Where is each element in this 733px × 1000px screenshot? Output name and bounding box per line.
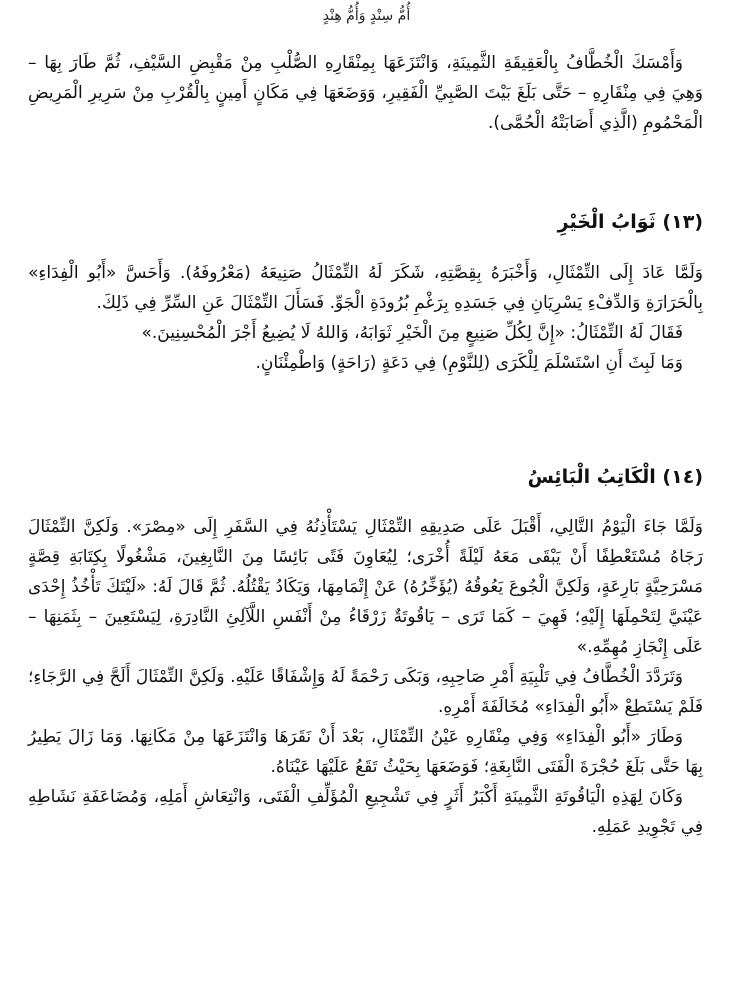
paragraph: وَكَانَ لِهَذِهِ الْيَاقُوتَةِ الثَّمِينَةِ أَكْبَرُ أَثَرٍ فِي تَشْجِيعِ الْمُؤَلِّفِ الْفَتَى، وَانْتِعَاشِ أَمَلِهِ، وَمُضَاعَفَةِ نَشَاطِهِ فِي تَجْوِيدِ عَمَلِهِ. [28, 787, 703, 837]
paragraph: وَلَمَّا جَاءَ الْيَوْمُ التَّالِي، أَقْبَلَ عَلَى صَدِيقِهِ التِّمْثَالِ يَسْتَأْذِنُهُ فِي السَّفَرِ إِلَى «مِصْرَ». وَلَكِنَّ التِّمْثَالَ رَجَاهُ مُسْتَعْطِفًا أَنْ يَبْقَى مَعَهُ لَيْلَةً أُخْرَى؛ لِيُعَاوِنَ فَتًى بَائِسًا مِنَ النَّابِغِينَ، مَشْغُولًا بِكِتَابَةِ قِصَّةٍ مَسْرَحِيَّةٍ بَارِعَةٍ، وَلَكِنَّ الْجُوعَ يَعُوقُهُ (يُؤَخِّرُهُ) عَنْ إِتْمَامِهَا، وَيَكَادُ يَقْتُلُهُ. ثُمَّ قَالَ لَهُ: «لَيْتَكَ تَأْخُذُ إِحْدَى عَيْنَيَّ لِتَحْمِلَهَا إِلَيْهِ؛ فَهِيَ – كَمَا تَرَى – يَاقُوتَةٌ زَرْقَاءُ مِنْ أَنْفَسِ اللَّآلِئِ النَّادِرَةِ، لِيَسْتَعِينَ – بِثَمَنِهَا – عَلَى إِنْجَازِ مُهِمِّهِ.» [28, 517, 703, 657]
section-heading-14: (١٤) الْكَاتِبُ الْبَائِسُ [527, 466, 703, 488]
section-heading-13: (١٣) ثَوَابُ الْخَيْرِ [557, 211, 703, 233]
section-13-text [28, 258, 703, 378]
paragraph: وَمَا لَبِثَ أَنِ اسْتَسْلَمَ لِلْكَرَى (لِلنَّوْمِ) فِي دَعَةٍ (رَاحَةٍ) وَاطْمِئْنَانٍ. [255, 353, 683, 373]
running-head: أُمُّ سِنْدٍ وَأُمُّ هِنْدٍ [322, 8, 411, 24]
paragraph: وَتَرَدَّدَ الْخُطَّافُ فِي تَلْبِيَةِ أَمْرِ صَاحِبِهِ، وَبَكَى رَحْمَةً لَهُ وَإِشْفَاقًا عَلَيْهِ. وَلَكِنَّ التِّمْثَالَ أَلَحَّ فِي الرَّجَاءِ؛ فَلَمْ يَسْتَطِعْ «أَبُو الْفِدَاءِ» مُخَالَفَةَ أَمْرِهِ. [28, 667, 703, 717]
paragraph: وَطَارَ «أَبُو الْفِدَاءِ» وَفِي مِنْقَارِهِ عَيْنُ التِّمْثَالِ، بَعْدَ أَنْ نَقَرَهَا وَانْتَزَعَهَا مِنْ مَكَانِهَا. وَمَا زَالَ يَطِيرُ بِهَا حَتَّى بَلَغَ حُجْرَةَ الْفَتَى النَّابِغَةِ؛ فَوَضَعَهَا بِحَيْثُ تَقَعُ عَلَيْهَا عَيْنَاهُ. [28, 727, 703, 777]
paragraph: وَلَمَّا عَادَ إِلَى التِّمْثَالِ، وَأَخْبَرَهُ بِقِصَّتِهِ، شَكَرَ لَهُ التِّمْثَالُ صَنِيعَهُ (مَعْرُوفَهُ). وَأَحَسَّ «أَبُو الْفِدَاءِ» بِالْحَرَارَةِ وَالدِّفْءِ يَسْرِيَانِ فِي جَسَدِهِ بِرَغْمِ بُرُودَةِ الْجَوِّ. فَسَأَلَ التِّمْثَالَ عَنِ السِّرِّ فِي ذَلِكَ. [28, 263, 703, 313]
section-14-text [28, 512, 703, 842]
paragraph: فَقَالَ لَهُ التِّمْثَالُ: «إِنَّ لِكُلِّ صَنِيعٍ مِنَ الْخَيْرِ ثَوَابَهُ، وَاللهُ لَا يُضِيعُ أَجْرَ الْمُحْسِنِينَ.» [141, 323, 683, 343]
paragraph: وَأَمْسَكَ الْخُطَّافُ بِالْعَقِيقَةِ الثَّمِينَةِ، وَانْتَزَعَهَا بِمِنْقَارِهِ الصُّلْبِ مِنْ مَقْبِضِ السَّيْفِ، ثُمَّ طَارَ بِهَا – وَهِيَ فِي مِنْقَارِهِ – حَتَّى بَلَغَ بَيْتَ الصَّبِيِّ الْفَقِيرِ، وَوَضَعَهَا فِي مَكَانٍ أَمِينٍ بِالْقُرْبِ مِنْ سَرِيرِ الْمَرِيضِ الْمَحْمُومِ (الَّذِي أَصَابَتْهُ الْحُمَّى). [28, 53, 703, 133]
intro-text [28, 48, 703, 138]
